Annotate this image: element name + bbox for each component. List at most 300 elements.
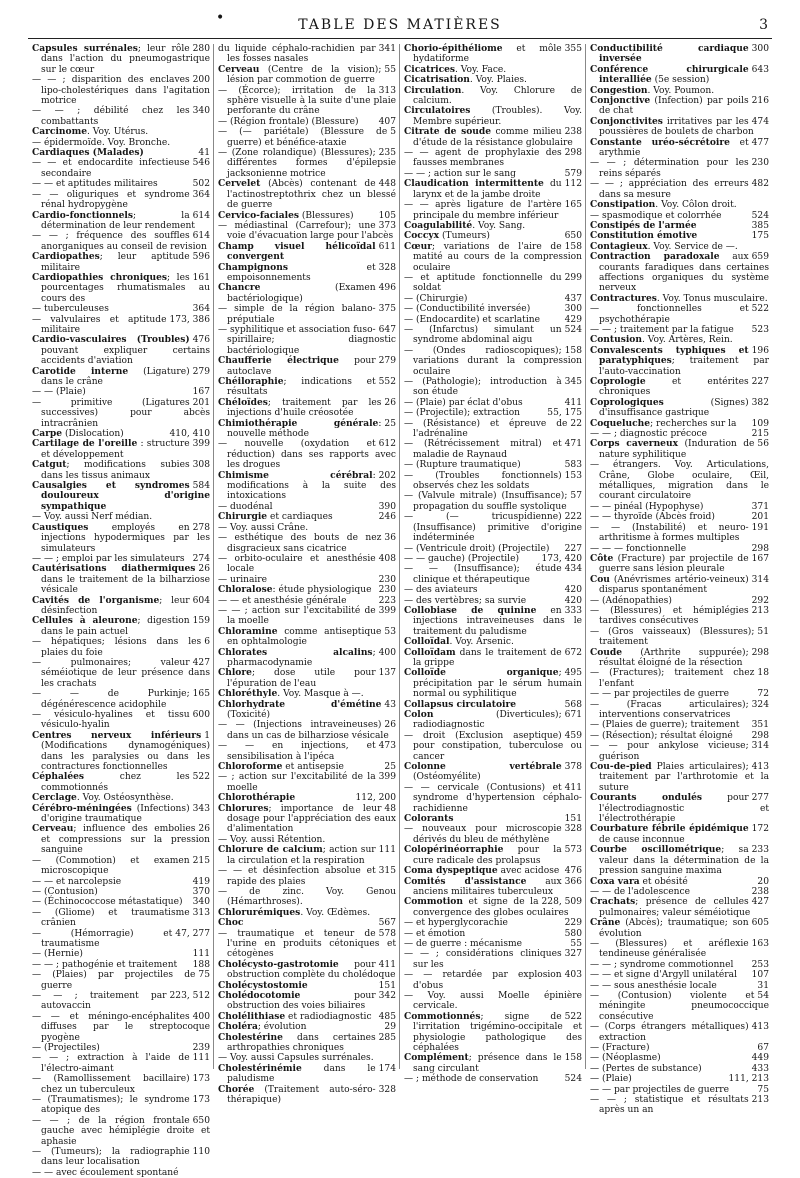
page-reference: 382 — [751, 397, 769, 408]
index-entry — [404, 939, 582, 949]
entry-text: ; leur désinfection — [41, 595, 190, 616]
index-entry — [404, 897, 582, 918]
index-entry — [590, 1085, 769, 1095]
entry-headword: Capsules surrénales — [32, 43, 138, 54]
page-reference: 573 — [564, 845, 582, 856]
index-entry — [590, 981, 769, 991]
index-entry — [590, 845, 769, 876]
index-entry — [32, 148, 210, 158]
page-reference: 227 — [751, 377, 769, 387]
index-entry — [590, 877, 769, 887]
page-reference: 340 — [192, 897, 210, 908]
index-entry — [404, 127, 582, 148]
entry-headword: Champ visuel hélicoïdal convergent — [218, 240, 376, 263]
entry-text: — (Fracas articulaires); interventions conservatrices — [590, 699, 749, 720]
entry-text: (Ligature) dans le crâne — [41, 366, 190, 387]
entry-headword: Cou-de-pied — [590, 761, 652, 773]
index-entry — [32, 523, 210, 554]
page-reference: 659 — [751, 252, 769, 263]
index-entry — [218, 221, 396, 242]
entry-headword: Chéloïdes — [218, 396, 268, 408]
entry-text: (Abcès); traumatique; son évolution — [599, 918, 749, 939]
entry-text: — (Zone rolandique) (Blessures); différentes formes d'épilepsie jacksonienne motrice — [218, 148, 396, 179]
index-entry — [32, 460, 210, 481]
entry-text: — étrangers. Voy. Articulations, Crâne, Globe oculaire, Œil, métalliques, migration dans le courant circulatoire — [590, 460, 769, 502]
page-reference: 67 — [757, 1043, 769, 1053]
index-entry — [404, 1012, 582, 1054]
entry-headword: Colopérinéorraphie — [404, 844, 504, 856]
entry-headword: Cholestérinémie — [218, 1062, 302, 1074]
page-reference: 277 — [751, 793, 769, 804]
index-entry — [218, 377, 396, 398]
entry-headword: Colonne vertébrale — [404, 761, 562, 773]
page-reference: 407 — [378, 116, 396, 127]
entry-text: — (Résection); résultat éloigné — [590, 730, 733, 741]
index-entry — [590, 1043, 769, 1053]
entry-headword: Céphalées — [32, 771, 85, 783]
index-entry — [590, 554, 769, 575]
entry-text: — — ; considérations cliniques sur les — [404, 949, 562, 970]
page-reference: 524 — [564, 324, 582, 335]
entry-text: — (Projectiles) — [32, 1043, 100, 1053]
page-reference: 355 — [564, 44, 582, 54]
index-entry — [218, 523, 396, 533]
index-entry — [404, 294, 582, 304]
entry-text: ; recherches sur la — [650, 418, 737, 429]
entry-text: ; modifications subies dans les tissus animaux — [41, 460, 190, 481]
index-entry — [404, 554, 582, 564]
entry-text: — Voy. aussi Nerf médian. — [32, 512, 153, 523]
entry-text: et entérites chroniques — [599, 377, 749, 398]
entry-text: chez les commotionnés — [41, 772, 190, 793]
index-entry — [404, 585, 582, 595]
index-entry — [404, 460, 582, 470]
index-entry — [32, 929, 210, 950]
page-reference: 448 — [378, 179, 396, 190]
entry-text: (Ostéomyélite) — [413, 772, 481, 783]
index-entry — [32, 127, 210, 137]
page-reference: 399 — [192, 439, 210, 450]
index-entry — [32, 1168, 210, 1178]
entry-text: et radiodiagnostic — [285, 1011, 372, 1022]
entry-text: — simple de la région balano-préputiale — [218, 304, 376, 325]
index-entry — [404, 949, 582, 970]
page-reference: 433 — [751, 1063, 769, 1074]
index-entry — [218, 283, 396, 304]
entry-text: — — et signe d'Argyll unilatéral — [590, 970, 737, 981]
index-entry — [404, 970, 582, 991]
entry-text: — et aptitude fonctionnelle du soldat — [404, 272, 562, 294]
entry-headword: Circulatoires — [404, 105, 471, 117]
page-reference: 151 — [564, 814, 582, 825]
entry-headword: Colon — [404, 709, 434, 720]
page-reference: 413 — [751, 1022, 769, 1033]
entry-headword: Courbature fébrile épidémique — [590, 823, 749, 835]
entry-text: ; présence de cellules pulmonaires; valeur séméiotique — [599, 897, 751, 918]
page-reference: 328 — [564, 824, 582, 835]
page-reference: 449 — [751, 1053, 769, 1064]
index-entry — [218, 1085, 396, 1106]
entry-text: (Traitement auto-séro-thérapique) — [227, 1084, 376, 1106]
index-entry — [218, 960, 396, 981]
entry-headword: Choléra — [218, 1021, 258, 1033]
index-entry — [404, 918, 582, 928]
page-reference: 568 — [564, 699, 582, 710]
page-reference: 300 — [751, 44, 769, 54]
index-entry — [32, 1147, 210, 1168]
page-reference: 308 — [192, 460, 210, 471]
page-reference: 239 — [192, 1043, 210, 1053]
entry-text: — — et aptitudes militaires — [32, 179, 158, 190]
index-entry — [590, 720, 769, 730]
index-entry — [218, 419, 396, 440]
page-reference: 158 — [564, 345, 582, 356]
entry-text: dans le traitement de la grippe — [413, 647, 562, 668]
page-reference: 253 — [751, 959, 769, 970]
index-entry — [404, 512, 582, 543]
page-reference: 495 — [564, 668, 582, 679]
entry-text: (Anévrismes artério-veineux) disparus spontanément — [599, 574, 749, 596]
page-reference: 26 — [384, 720, 396, 731]
index-entry — [218, 845, 396, 866]
entry-headword: Chlorhydrate d'émétine — [218, 698, 382, 710]
entry-headword: Champignons — [218, 261, 288, 273]
index-entry — [404, 762, 582, 783]
page-reference: 340 — [192, 106, 210, 117]
entry-text: — droit (Exclusion aseptique) pour constipation, tuberculose ou cancer — [404, 730, 582, 762]
entry-text: — tuberculeuses — [32, 304, 109, 315]
entry-text: — (Ventricule droit) (Projectile) — [404, 543, 550, 554]
page-reference: 314 — [751, 574, 769, 585]
entry-headword: Cholédocotomie — [218, 989, 301, 1001]
page-reference: 476 — [564, 866, 582, 877]
entry-text: — (Contusion) violente et méningite pneumococcique consécutive — [590, 990, 769, 1022]
page-reference: 420 — [564, 585, 582, 596]
page-reference: 522 — [751, 304, 769, 315]
index-entry — [590, 689, 769, 699]
entry-text: — (Rétrécissement mitral) et maladie de Raynaud — [404, 439, 562, 460]
index-entry — [590, 960, 769, 970]
entry-text: employés en injections hypodermiques par les simulateurs — [41, 522, 210, 554]
index-entry — [32, 991, 210, 1012]
entry-headword: Chimisme cérébral — [218, 469, 373, 481]
entry-text: — — ; traitement par autovaccin — [32, 990, 167, 1012]
index-entry — [218, 117, 396, 127]
entry-headword: Conductibilité cardiaque inversée — [590, 43, 749, 65]
page-reference: 399 — [378, 605, 396, 616]
index-entry — [32, 231, 210, 252]
page-reference: 175 — [751, 231, 769, 242]
index-entry — [590, 346, 769, 377]
entry-headword: Chirurgie — [218, 511, 268, 523]
entry-text: — hépatiques; lésions dans les plaies du foie — [32, 637, 202, 658]
index-entry — [590, 377, 769, 398]
entry-text: pour obstruction des voies biliaires — [227, 990, 376, 1012]
index-entry — [218, 929, 396, 960]
page-reference: 173 — [192, 1074, 210, 1085]
page-reference: 163 — [751, 938, 769, 949]
index-entry — [590, 970, 769, 980]
index-entry — [404, 419, 582, 440]
page-reference: 111 — [378, 845, 396, 856]
index-entry — [32, 960, 210, 970]
page-reference: 213 — [751, 1095, 769, 1106]
page-reference: 672 — [564, 647, 582, 658]
entry-headword: Cicatrisation — [404, 74, 470, 86]
index-entry — [590, 294, 769, 304]
page-reference: 378 — [564, 762, 582, 773]
index-entry — [32, 158, 210, 179]
entry-text: — — ; action sur le sang — [404, 168, 516, 179]
index-entry — [590, 991, 769, 1022]
entry-text: — (Résistance) et épreuve de l'adrénaline — [404, 418, 568, 440]
page-reference: 173, 420 — [541, 553, 582, 564]
entry-text: — (Pertes de substance) — [590, 1063, 702, 1074]
entry-text: — — après ligature de l'artère principale du membre inférieur — [404, 200, 562, 221]
page-reference: 55, 175 — [547, 408, 582, 419]
index-entry — [32, 335, 210, 366]
index-entry — [32, 772, 210, 793]
entry-headword: Cou — [590, 573, 610, 585]
entry-text: ; les pourcentages rhumatismales au cours des — [41, 272, 210, 304]
index-entry — [590, 398, 769, 419]
entry-text: (Signes) d'insuffisance gastrique — [599, 397, 749, 419]
page-reference: 6 — [204, 637, 210, 648]
entry-headword: Coprologiques — [590, 396, 664, 408]
entry-headword: Collapsus circulatoire — [404, 698, 517, 710]
entry-headword: Cerveau — [32, 823, 74, 835]
index-entry — [218, 720, 396, 741]
entry-text: de cause inconnue — [599, 834, 685, 845]
index-entry — [590, 1064, 769, 1074]
entry-headword: Cardio-vasculaires (Troubles) — [32, 334, 190, 346]
entry-headword: Carcinome — [32, 126, 87, 138]
entry-text: — — agent de prophylaxie des fausses membranes — [404, 148, 562, 169]
entry-text: du liquide céphalo-rachidien par les fosses nasales — [218, 44, 376, 65]
index-entry — [32, 1074, 210, 1095]
page-reference: 459 — [564, 730, 582, 741]
page-reference: 109 — [751, 418, 769, 429]
entry-headword: Congestion — [590, 84, 648, 96]
index-entry — [590, 793, 769, 824]
page-reference: 333 — [564, 605, 582, 616]
entry-text: ; traitement par l'auto-vaccination — [599, 356, 769, 377]
entry-text: . Voy. Œdèmes. — [300, 907, 371, 918]
page-reference: 403 — [564, 970, 582, 981]
index-entry — [32, 1012, 210, 1043]
page-reference: 611 — [378, 241, 396, 252]
entry-headword: Coprologie — [590, 376, 646, 387]
index-entry — [32, 1116, 210, 1147]
page-reference: 473 — [378, 741, 396, 752]
entry-text: et empoisonnements — [227, 262, 376, 283]
entry-text: — des vertèbres; sa survie — [404, 595, 527, 606]
index-entry — [218, 648, 396, 669]
index-entry — [218, 762, 396, 772]
entry-text: — — ; traitement par la fatigue — [590, 324, 734, 335]
index-entry — [32, 75, 210, 106]
index-entry — [218, 242, 396, 263]
index-entry — [590, 1074, 769, 1084]
entry-text: . Voy. Ostéosynthèse. — [76, 793, 174, 804]
entry-text: — duodénal — [218, 501, 273, 512]
entry-text: — — pour ankylose vicieuse; guérison — [590, 741, 749, 762]
entry-text: — — par projectiles de guerre — [590, 689, 730, 700]
entry-headword: Choc — [218, 917, 244, 929]
index-entry — [590, 1053, 769, 1063]
entry-text: — — ; fréquence des souffles anorganiques au conseil de revision — [32, 231, 207, 252]
entry-headword: Causalgies et syndromes douloureux d'origine sympathique — [32, 480, 210, 512]
entry-text: — Voy. aussi Rétention. — [218, 834, 326, 845]
page-reference: 279 — [378, 356, 396, 367]
page-reference: 202 — [378, 470, 396, 481]
page-reference: 366 — [564, 876, 582, 887]
page-reference: 26 — [198, 564, 210, 575]
entry-text: Plaies articulaires); traitement par l'arthrotomie et la suture — [599, 762, 769, 793]
entry-headword: Cicatrices — [404, 63, 456, 75]
index-entry — [218, 741, 396, 762]
page-reference: 579 — [564, 168, 582, 179]
entry-text: — (Fracture) — [590, 1043, 650, 1053]
entry-text: (Blessures) — [298, 210, 354, 221]
index-entry — [32, 877, 210, 887]
index-entry — [32, 731, 210, 773]
entry-text: — (Hernie) — [32, 949, 83, 960]
page-reference: 274 — [192, 553, 210, 564]
index-entry — [218, 554, 396, 575]
index-entry — [32, 824, 210, 855]
index-entry — [218, 585, 396, 595]
entry-text: et antisepsie — [282, 762, 344, 773]
entry-text: — (Plaies) par projectiles de guerre — [32, 970, 196, 991]
entry-text: (5e session) — [651, 75, 710, 86]
index-entry — [32, 1043, 210, 1053]
entry-headword: Centres nerveux inférieurs — [32, 729, 202, 741]
index-entry — [590, 648, 769, 669]
index-entry — [218, 304, 396, 325]
entry-headword: Conjonctivites — [590, 115, 663, 127]
index-entry — [590, 65, 769, 86]
entry-headword: Cholécystostomie — [218, 979, 308, 991]
page-reference: 482 — [751, 179, 769, 190]
page-reference: 25 — [384, 418, 396, 429]
page-reference: 173, 386 — [169, 314, 210, 325]
entry-text: — — retardée par explosion d'obus — [404, 970, 562, 991]
entry-text: — (Ondes radioscopiques); variations durant la compression oculaire — [404, 345, 582, 377]
entry-text: . Voy. Chlorure de calcium. — [413, 85, 582, 107]
index-entry — [218, 533, 396, 554]
entry-text: — vésiculo-hyalines et tissu vésiculo-hyalin — [32, 710, 190, 731]
page-reference: 238 — [751, 886, 769, 897]
entry-text: — (Écorce); irritation de la sphère visuelle à la suite d'une plaie perforante du crâne — [218, 85, 396, 117]
entry-text: (Arthrite suppurée); résultat éloigné de la résection — [599, 647, 749, 668]
entry-headword: Chimiothérapie générale — [218, 417, 379, 429]
entry-text: . Voy. Plaies. — [469, 75, 527, 86]
page-reference: 22 — [570, 418, 582, 429]
entry-text: — (Adénopathies) — [590, 595, 672, 606]
page-title: TABLE DES MATIÈRES — [298, 17, 502, 33]
index-entry — [590, 179, 769, 200]
page-reference: 167 — [192, 387, 210, 398]
entry-text: (Tumeurs) — [439, 231, 490, 242]
entry-text: — — ; emploi par les simulateurs — [32, 553, 185, 564]
page-reference: 411 — [378, 959, 396, 970]
page-reference: 215 — [751, 429, 769, 440]
entry-text: ; influence des embolies et compressions sur la pression sanguine — [41, 824, 210, 856]
index-entry — [590, 762, 769, 793]
entry-headword: Catgut — [32, 459, 67, 471]
entry-text: — fonctionnelles et psychothérapie — [590, 304, 749, 325]
page-reference: 111 — [192, 1053, 210, 1064]
index-entry — [404, 564, 582, 585]
entry-text: — — thyroïde (Abcès froid) — [590, 512, 715, 523]
page-reference: 580 — [564, 928, 582, 939]
page-reference: 313 — [192, 907, 210, 918]
entry-headword: Chloramine — [218, 625, 278, 637]
entry-text: — — et anesthésie générale — [218, 595, 347, 606]
page-reference: 370 — [192, 886, 210, 897]
entry-headword: Contagieux — [590, 240, 648, 252]
page-reference: 191 — [751, 522, 769, 533]
index-entry — [590, 627, 769, 648]
index-entry — [404, 731, 582, 762]
page-reference: 496 — [378, 283, 396, 294]
entry-headword: Convalescents typhiques et paratyphiques — [590, 344, 749, 367]
entry-text: ; la détermination de leur rendement — [41, 210, 195, 231]
page-reference: 341 — [378, 44, 396, 54]
entry-headword: Chlorothérapie — [218, 792, 296, 804]
entry-text: — (Échinococcose métastatique) — [32, 897, 183, 908]
index-entry — [218, 606, 396, 627]
index-entry — [404, 1053, 582, 1074]
page-reference: 324 — [751, 699, 769, 710]
page-reference: 298 — [751, 647, 769, 658]
entry-text: . Voy. Tonus musculaire. — [656, 293, 768, 304]
page-reference: 216 — [751, 96, 769, 107]
page-reference: 18 — [757, 668, 769, 679]
entry-text: . Voy. Arsenic. — [449, 637, 514, 648]
index-entry — [218, 44, 396, 65]
page-reference: 158 — [564, 1053, 582, 1064]
entry-text: — — pinéal (Hypophyse) — [590, 501, 704, 512]
entry-text: — des aviateurs — [404, 585, 478, 596]
index-entry — [218, 772, 396, 793]
index-entry — [404, 471, 582, 492]
entry-text: — (Blessures) et hémiplégies tardives consécutives — [590, 605, 749, 627]
page-reference: 420 — [564, 595, 582, 606]
entry-text: en injections intraveineuses dans le traitement du paludisme — [413, 605, 582, 637]
page-reference: 413 — [751, 762, 769, 773]
entry-text: — — ; extraction à l'aide de l'électro-aimant — [32, 1053, 190, 1074]
index-entry — [218, 1064, 396, 1085]
entry-headword: Coude — [590, 646, 623, 658]
index-entry — [590, 596, 769, 606]
index-entry — [32, 970, 210, 991]
entry-headword: Circulation — [404, 84, 462, 96]
index-entry — [404, 991, 582, 1012]
entry-text: — — de l'adolescence — [590, 886, 690, 897]
page-reference: 55 — [384, 64, 396, 75]
index-entry — [32, 252, 210, 273]
entry-headword: Cœur — [404, 240, 432, 252]
page-reference: 476 — [192, 335, 210, 346]
entry-text: ; pharmacodynamie — [227, 647, 376, 668]
page-reference: 167 — [751, 553, 769, 564]
page-reference: 313 — [378, 85, 396, 96]
page-reference: 314 — [751, 741, 769, 752]
entry-headword: Claudication intermittente — [404, 178, 544, 190]
index-column-1 — [28, 43, 214, 1178]
